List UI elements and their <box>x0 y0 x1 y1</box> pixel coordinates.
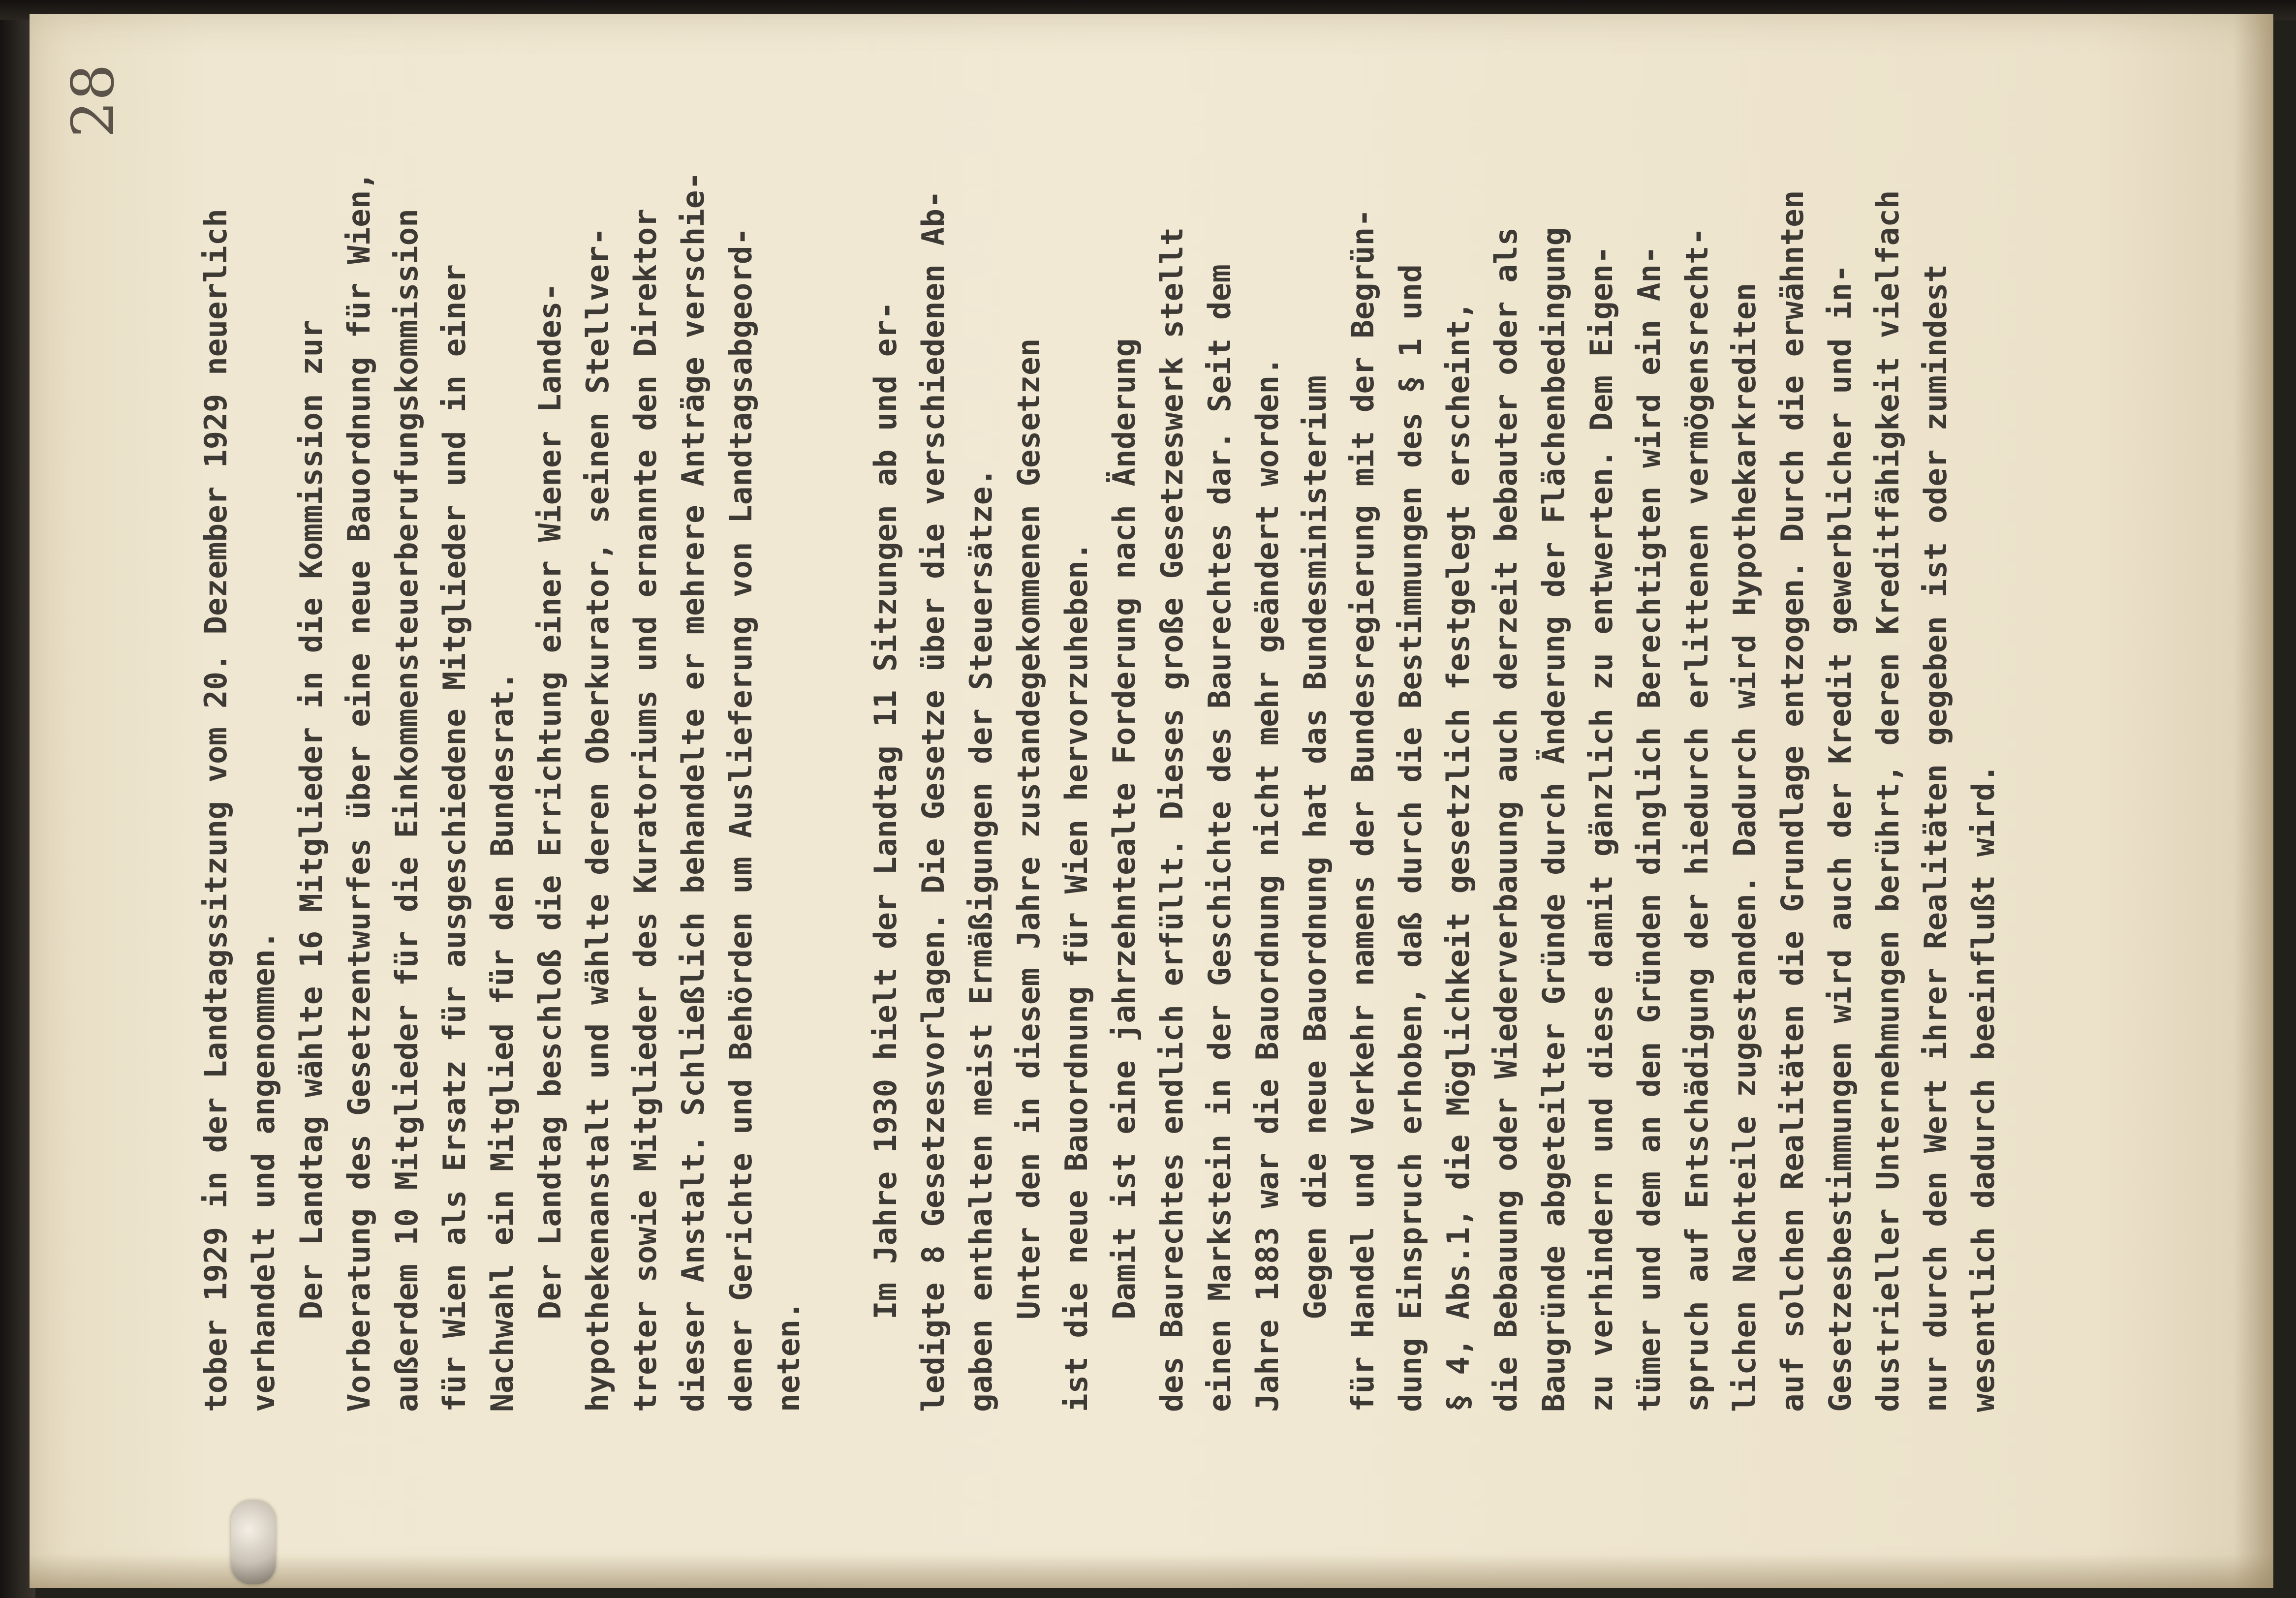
text-line: Gesetzesbestimmungen wird auch der Kredit gewerblicher und in- <box>1822 264 1858 1412</box>
text-line: Der Landtag wählte 16 Mitglieder in die Kommission zur <box>293 319 329 1412</box>
text-line: für Handel und Verkehr namens der Bundesregierung mit der Begrün- <box>1345 209 1381 1412</box>
text-line: neten. <box>771 1301 807 1412</box>
text-line: Nachwahl ein Mitglied für den Bundesrat. <box>484 671 520 1412</box>
body-text <box>192 39 2007 1412</box>
text-line: ledigte 8 Gesetzesvorlagen. Die Gesetze über die verschiedenen Ab- <box>915 190 951 1412</box>
text-line: Damit ist eine jahrzehntealte Forderung nach Änderung <box>1106 338 1142 1412</box>
binder-clip <box>231 1501 276 1584</box>
text-line: wesentlich dadurch beeinflußt wird. <box>1965 764 2001 1412</box>
paragraph <box>1291 39 2007 1412</box>
page-number: 28 <box>59 63 127 138</box>
paragraph <box>1005 39 1100 1412</box>
text-line: Unter den in diesem Jahre zustandegekommenen Gesetzen <box>1011 338 1047 1412</box>
text-line: gaben enthalten meist Ermäßigungen der Steuersätze. <box>963 467 999 1412</box>
paragraph <box>1100 39 1291 1412</box>
text-line: Der Landtag beschloß die Errichtung einer Wiener Landes- <box>532 282 568 1412</box>
text-line: lichen Nachteile zugestanden. Dadurch wird Hypothekarkrediten <box>1727 282 1763 1412</box>
text-line: tümer und dem an den Gründen dinglich Berechtigten wird ein An- <box>1631 246 1667 1412</box>
text-line: verhandelt und angenommen. <box>246 930 281 1412</box>
text-line: ist die neue Bauordnung für Wien hervorzuheben. <box>1058 542 1094 1412</box>
text-line: hypothekenanstalt und wählte deren Oberkurator, seinen Stellver- <box>580 227 616 1412</box>
text-line: Gegen die neue Bauordnung hat das Bundesministerium <box>1297 375 1333 1412</box>
text-line: Jahre 1883 war die Bauordnung nicht mehr geändert worden. <box>1249 357 1285 1412</box>
paragraph <box>192 39 287 1412</box>
text-line: dustrieller Unternehmungen berührt, deren Kreditfähigkeit vielfach <box>1870 190 1906 1412</box>
text-line: dung Einspruch erhoben, daß durch die Bestimmungen des § 1 und <box>1393 264 1428 1412</box>
text-line: § 4, Abs.1, die Möglichkeit gesetzlich festgelegt erscheint, <box>1440 301 1476 1412</box>
text-line: Im Jahre 1930 hielt der Landtag 11 Sitzungen ab und er- <box>868 301 903 1412</box>
paragraph-gap <box>812 39 862 1412</box>
rotated-text-block <box>59 39 2013 1412</box>
page-edge-right <box>2234 14 2273 1588</box>
text-line: außerdem 10 Mitglieder für die Einkommensteuerberufungskommission <box>389 209 425 1412</box>
text-line: spruch auf Entschädigung der hiedurch erlittenen vermögensrecht- <box>1679 227 1715 1412</box>
text-line: des Baurechtes endlich erfüllt. Dieses große Gesetzeswerk stellt <box>1154 227 1190 1412</box>
text-line: einen Markstein in der Geschichte des Baurechtes dar. Seit dem <box>1202 264 1238 1412</box>
text-line: dieser Anstalt. Schließlich behandelte er mehrere Anträge verschie- <box>675 171 711 1412</box>
text-line: dener Gerichte und Behörden um Auslieferung von Landtagsabgeord- <box>723 227 759 1412</box>
page-edge-bottom <box>30 1554 2273 1588</box>
text-line: Vorberatung des Gesetzentwurfes über eine neue Bauordnung für Wien, <box>341 171 377 1412</box>
text-line: nur durch den Wert ihrer Realitäten gegeben ist oder zumindest <box>1918 264 1954 1412</box>
paragraph <box>862 39 1005 1412</box>
text-line: auf solchen Realitäten die Grundlage entzogen. Durch die erwähnten <box>1774 190 1810 1412</box>
text-line: Baugründe abgeteilter Gründe durch Änderung der Flächenbedingung <box>1536 227 1572 1412</box>
text-line: die Bebauung oder Wiederverbauung auch derzeit bebauter oder als <box>1488 227 1524 1412</box>
paragraph <box>287 39 526 1412</box>
text-line: treter sowie Mitglieder des Kuratoriums und ernannte den Direktor <box>627 209 663 1412</box>
text-line: zu verhindern und diese damit gänzlich zu entwerten. Dem Eigen- <box>1583 246 1619 1412</box>
paragraph <box>526 39 812 1412</box>
text-line: für Wien als Ersatz für ausgeschiedene Mitglieder und in einer <box>436 264 472 1412</box>
text-line: tober 1929 in der Landtagssitzung vom 20. Dezember 1929 neuerlich <box>198 209 234 1412</box>
